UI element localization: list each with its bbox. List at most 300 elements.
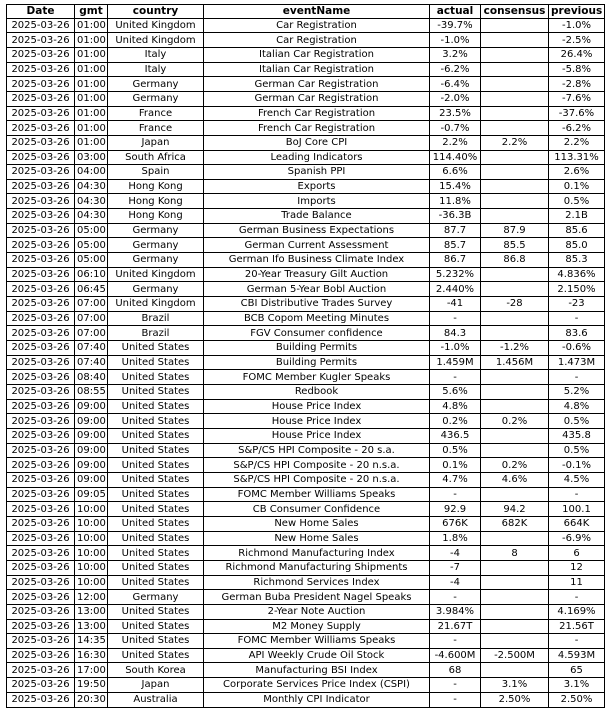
cell-previous: -: [549, 311, 605, 326]
cell-previous: -23: [549, 297, 605, 312]
cell-previous: 0.1%: [549, 179, 605, 194]
table-row: [7, 194, 605, 209]
cell-actual: 2.440%: [430, 282, 481, 297]
cell-gmt: 01:00: [75, 47, 108, 62]
cell-previous: 2.1B: [549, 209, 605, 224]
cell-actual: -: [430, 590, 481, 605]
cell-date: 2025-03-26: [7, 428, 75, 443]
cell-event-name: FOMC Member Williams Speaks: [204, 634, 430, 649]
cell-previous: 3.1%: [549, 678, 605, 693]
cell-date: 2025-03-26: [7, 590, 75, 605]
table-row: [7, 428, 605, 443]
cell-gmt: 01:00: [75, 77, 108, 92]
cell-previous: 21.56T: [549, 619, 605, 634]
cell-consensus: [481, 575, 549, 590]
cell-previous: 2.50%: [549, 692, 605, 707]
cell-previous: -: [549, 370, 605, 385]
col-header-actual: actual: [430, 5, 481, 19]
cell-event-name: Imports: [204, 194, 430, 209]
cell-country: United Kingdom: [108, 267, 204, 282]
cell-event-name: S&P/CS HPI Composite - 20 n.s.a.: [204, 458, 430, 473]
cell-event-name: Richmond Manufacturing Index: [204, 546, 430, 561]
cell-event-name: German 5-Year Bobl Auction: [204, 282, 430, 297]
cell-gmt: 16:30: [75, 648, 108, 663]
cell-date: 2025-03-26: [7, 311, 75, 326]
cell-gmt: 13:00: [75, 619, 108, 634]
col-header-event-name: eventName: [204, 5, 430, 19]
cell-previous: 1.473M: [549, 355, 605, 370]
cell-consensus: 8: [481, 546, 549, 561]
cell-event-name: German Car Registration: [204, 77, 430, 92]
cell-event-name: House Price Index: [204, 414, 430, 429]
cell-country: United States: [108, 546, 204, 561]
cell-gmt: 06:45: [75, 282, 108, 297]
cell-event-name: Building Permits: [204, 355, 430, 370]
cell-date: 2025-03-26: [7, 33, 75, 48]
cell-consensus: 682K: [481, 516, 549, 531]
cell-country: United Kingdom: [108, 18, 204, 33]
cell-date: 2025-03-26: [7, 663, 75, 678]
cell-date: 2025-03-26: [7, 77, 75, 92]
cell-previous: 83.6: [549, 326, 605, 341]
cell-actual: 92.9: [430, 502, 481, 517]
cell-date: 2025-03-26: [7, 267, 75, 282]
cell-date: 2025-03-26: [7, 341, 75, 356]
cell-gmt: 17:00: [75, 663, 108, 678]
cell-date: 2025-03-26: [7, 62, 75, 77]
cell-previous: 85.6: [549, 223, 605, 238]
cell-country: United States: [108, 619, 204, 634]
cell-consensus: 2.50%: [481, 692, 549, 707]
cell-date: 2025-03-26: [7, 443, 75, 458]
cell-actual: 68: [430, 663, 481, 678]
cell-gmt: 07:40: [75, 355, 108, 370]
cell-date: 2025-03-26: [7, 692, 75, 707]
cell-consensus: -1.2%: [481, 341, 549, 356]
cell-country: Germany: [108, 282, 204, 297]
table-row: [7, 414, 605, 429]
cell-event-name: Monthly CPI Indicator: [204, 692, 430, 707]
table-row: [7, 487, 605, 502]
cell-country: South Africa: [108, 150, 204, 165]
table-row: [7, 106, 605, 121]
cell-gmt: 10:00: [75, 531, 108, 546]
table-row: [7, 604, 605, 619]
cell-actual: 5.6%: [430, 385, 481, 400]
cell-consensus: [481, 33, 549, 48]
cell-country: France: [108, 121, 204, 136]
cell-gmt: 01:00: [75, 33, 108, 48]
table-row: [7, 502, 605, 517]
cell-actual: -: [430, 692, 481, 707]
cell-date: 2025-03-26: [7, 150, 75, 165]
cell-actual: -4.600M: [430, 648, 481, 663]
cell-event-name: Richmond Services Index: [204, 575, 430, 590]
cell-actual: 85.7: [430, 238, 481, 253]
col-header-consensus: consensus: [481, 5, 549, 19]
cell-event-name: French Car Registration: [204, 121, 430, 136]
cell-previous: -1.0%: [549, 18, 605, 33]
cell-consensus: [481, 428, 549, 443]
cell-country: Italy: [108, 47, 204, 62]
cell-date: 2025-03-26: [7, 253, 75, 268]
table-row: [7, 472, 605, 487]
cell-actual: -2.0%: [430, 91, 481, 106]
cell-consensus: [481, 209, 549, 224]
cell-consensus: [481, 399, 549, 414]
cell-consensus: -28: [481, 297, 549, 312]
cell-gmt: 06:10: [75, 267, 108, 282]
cell-actual: 21.67T: [430, 619, 481, 634]
table-row: [7, 311, 605, 326]
cell-event-name: New Home Sales: [204, 531, 430, 546]
cell-actual: 1.8%: [430, 531, 481, 546]
cell-gmt: 01:00: [75, 62, 108, 77]
cell-country: United States: [108, 648, 204, 663]
cell-consensus: 86.8: [481, 253, 549, 268]
cell-date: 2025-03-26: [7, 619, 75, 634]
cell-consensus: [481, 370, 549, 385]
cell-consensus: [481, 663, 549, 678]
cell-country: United States: [108, 604, 204, 619]
cell-actual: -6.4%: [430, 77, 481, 92]
cell-country: United States: [108, 575, 204, 590]
cell-event-name: S&P/CS HPI Composite - 20 s.a.: [204, 443, 430, 458]
cell-date: 2025-03-26: [7, 458, 75, 473]
table-row: [7, 253, 605, 268]
cell-date: 2025-03-26: [7, 238, 75, 253]
cell-actual: 84.3: [430, 326, 481, 341]
cell-country: United Kingdom: [108, 297, 204, 312]
cell-date: 2025-03-26: [7, 223, 75, 238]
cell-consensus: 2.2%: [481, 135, 549, 150]
cell-consensus: [481, 77, 549, 92]
cell-event-name: M2 Money Supply: [204, 619, 430, 634]
cell-actual: 0.2%: [430, 414, 481, 429]
cell-gmt: 01:00: [75, 106, 108, 121]
cell-date: 2025-03-26: [7, 106, 75, 121]
cell-previous: 100.1: [549, 502, 605, 517]
cell-previous: 85.0: [549, 238, 605, 253]
cell-actual: 0.1%: [430, 458, 481, 473]
cell-consensus: [481, 179, 549, 194]
cell-date: 2025-03-26: [7, 355, 75, 370]
cell-gmt: 04:30: [75, 209, 108, 224]
cell-consensus: 4.6%: [481, 472, 549, 487]
cell-gmt: 07:40: [75, 341, 108, 356]
cell-consensus: [481, 311, 549, 326]
cell-country: United States: [108, 414, 204, 429]
cell-country: Spain: [108, 165, 204, 180]
table-row: [7, 399, 605, 414]
cell-actual: -41: [430, 297, 481, 312]
cell-previous: 26.4%: [549, 47, 605, 62]
cell-gmt: 10:00: [75, 575, 108, 590]
cell-country: Germany: [108, 253, 204, 268]
cell-gmt: 04:00: [75, 165, 108, 180]
cell-country: Germany: [108, 590, 204, 605]
cell-gmt: 10:00: [75, 560, 108, 575]
cell-country: South Korea: [108, 663, 204, 678]
cell-date: 2025-03-26: [7, 575, 75, 590]
cell-event-name: CB Consumer Confidence: [204, 502, 430, 517]
cell-event-name: German Current Assessment: [204, 238, 430, 253]
cell-consensus: 94.2: [481, 502, 549, 517]
table-row: [7, 150, 605, 165]
cell-country: United States: [108, 516, 204, 531]
cell-actual: -0.7%: [430, 121, 481, 136]
cell-event-name: Leading Indicators: [204, 150, 430, 165]
cell-event-name: BCB Copom Meeting Minutes: [204, 311, 430, 326]
cell-date: 2025-03-26: [7, 297, 75, 312]
cell-event-name: Spanish PPI: [204, 165, 430, 180]
cell-country: United States: [108, 399, 204, 414]
cell-country: United States: [108, 370, 204, 385]
cell-consensus: 3.1%: [481, 678, 549, 693]
cell-gmt: 13:00: [75, 604, 108, 619]
cell-gmt: 05:00: [75, 238, 108, 253]
cell-consensus: [481, 531, 549, 546]
cell-previous: 113.31%: [549, 150, 605, 165]
cell-gmt: 10:00: [75, 546, 108, 561]
cell-previous: 0.5%: [549, 194, 605, 209]
cell-country: Germany: [108, 238, 204, 253]
cell-country: United States: [108, 560, 204, 575]
cell-previous: -7.6%: [549, 91, 605, 106]
cell-previous: -2.8%: [549, 77, 605, 92]
cell-gmt: 08:55: [75, 385, 108, 400]
cell-actual: -: [430, 311, 481, 326]
table-row: [7, 575, 605, 590]
cell-gmt: 04:30: [75, 179, 108, 194]
cell-previous: 2.150%: [549, 282, 605, 297]
cell-country: Hong Kong: [108, 194, 204, 209]
table-row: [7, 223, 605, 238]
cell-consensus: 87.9: [481, 223, 549, 238]
cell-country: United States: [108, 341, 204, 356]
cell-previous: 4.5%: [549, 472, 605, 487]
cell-country: Hong Kong: [108, 179, 204, 194]
cell-date: 2025-03-26: [7, 634, 75, 649]
cell-actual: 0.5%: [430, 443, 481, 458]
cell-gmt: 20:30: [75, 692, 108, 707]
table-row: [7, 341, 605, 356]
cell-event-name: CBI Distributive Trades Survey: [204, 297, 430, 312]
cell-actual: -: [430, 487, 481, 502]
cell-country: United States: [108, 443, 204, 458]
cell-date: 2025-03-26: [7, 487, 75, 502]
table-row: [7, 326, 605, 341]
table-row: [7, 165, 605, 180]
cell-gmt: 09:00: [75, 458, 108, 473]
cell-consensus: [481, 62, 549, 77]
cell-country: France: [108, 106, 204, 121]
cell-previous: 435.8: [549, 428, 605, 443]
cell-actual: 5.232%: [430, 267, 481, 282]
cell-previous: -: [549, 634, 605, 649]
table-row: [7, 179, 605, 194]
cell-consensus: [481, 150, 549, 165]
cell-gmt: 05:00: [75, 223, 108, 238]
cell-country: United States: [108, 458, 204, 473]
col-header-country: country: [108, 5, 204, 19]
cell-event-name: Building Permits: [204, 341, 430, 356]
cell-gmt: 09:00: [75, 472, 108, 487]
cell-date: 2025-03-26: [7, 179, 75, 194]
cell-event-name: German Buba President Nagel Speaks: [204, 590, 430, 605]
cell-country: Japan: [108, 135, 204, 150]
cell-consensus: [481, 590, 549, 605]
cell-country: United States: [108, 428, 204, 443]
cell-gmt: 01:00: [75, 121, 108, 136]
table-row: [7, 648, 605, 663]
table-row: [7, 458, 605, 473]
cell-actual: 114.40%: [430, 150, 481, 165]
cell-date: 2025-03-26: [7, 91, 75, 106]
cell-actual: 3.2%: [430, 47, 481, 62]
cell-actual: -36.3B: [430, 209, 481, 224]
cell-actual: 676K: [430, 516, 481, 531]
table-row: [7, 47, 605, 62]
cell-previous: 664K: [549, 516, 605, 531]
table-row: [7, 297, 605, 312]
cell-country: United States: [108, 502, 204, 517]
cell-country: United Kingdom: [108, 33, 204, 48]
cell-gmt: 05:00: [75, 253, 108, 268]
cell-gmt: 10:00: [75, 502, 108, 517]
table-row: [7, 634, 605, 649]
cell-gmt: 09:00: [75, 428, 108, 443]
cell-country: Italy: [108, 62, 204, 77]
cell-date: 2025-03-26: [7, 648, 75, 663]
cell-actual: 11.8%: [430, 194, 481, 209]
cell-country: United States: [108, 472, 204, 487]
cell-event-name: German Car Registration: [204, 91, 430, 106]
cell-date: 2025-03-26: [7, 121, 75, 136]
cell-actual: -: [430, 678, 481, 693]
cell-actual: 4.7%: [430, 472, 481, 487]
cell-event-name: Italian Car Registration: [204, 62, 430, 77]
cell-gmt: 14:35: [75, 634, 108, 649]
cell-previous: 2.6%: [549, 165, 605, 180]
cell-previous: 0.5%: [549, 443, 605, 458]
cell-previous: -6.2%: [549, 121, 605, 136]
cell-consensus: [481, 106, 549, 121]
table-body: [7, 18, 605, 707]
cell-gmt: 09:00: [75, 443, 108, 458]
cell-consensus: [481, 91, 549, 106]
cell-consensus: [481, 634, 549, 649]
economic-calendar-table: [6, 4, 605, 708]
cell-date: 2025-03-26: [7, 414, 75, 429]
cell-actual: 1.459M: [430, 355, 481, 370]
cell-consensus: [481, 121, 549, 136]
cell-date: 2025-03-26: [7, 135, 75, 150]
cell-previous: -0.6%: [549, 341, 605, 356]
cell-event-name: Car Registration: [204, 33, 430, 48]
table-row: [7, 678, 605, 693]
cell-consensus: [481, 619, 549, 634]
cell-actual: 436.5: [430, 428, 481, 443]
header-row: [7, 5, 605, 19]
cell-country: Germany: [108, 91, 204, 106]
cell-previous: 12: [549, 560, 605, 575]
cell-consensus: 1.456M: [481, 355, 549, 370]
cell-previous: 0.5%: [549, 414, 605, 429]
cell-country: United States: [108, 355, 204, 370]
cell-previous: 2.2%: [549, 135, 605, 150]
cell-date: 2025-03-26: [7, 165, 75, 180]
cell-actual: 4.8%: [430, 399, 481, 414]
cell-event-name: Italian Car Registration: [204, 47, 430, 62]
cell-actual: 2.2%: [430, 135, 481, 150]
cell-date: 2025-03-26: [7, 194, 75, 209]
cell-previous: -37.6%: [549, 106, 605, 121]
cell-previous: 4.593M: [549, 648, 605, 663]
cell-event-name: Richmond Manufacturing Shipments: [204, 560, 430, 575]
cell-country: Germany: [108, 77, 204, 92]
table-row: [7, 267, 605, 282]
cell-event-name: Car Registration: [204, 18, 430, 33]
table-row: [7, 282, 605, 297]
cell-actual: -1.0%: [430, 341, 481, 356]
table-row: [7, 692, 605, 707]
table-row: [7, 516, 605, 531]
cell-gmt: 03:00: [75, 150, 108, 165]
cell-previous: -: [549, 590, 605, 605]
cell-actual: -39.7%: [430, 18, 481, 33]
cell-date: 2025-03-26: [7, 472, 75, 487]
cell-event-name: FOMC Member Williams Speaks: [204, 487, 430, 502]
table-row: [7, 443, 605, 458]
cell-actual: 3.984%: [430, 604, 481, 619]
cell-actual: 23.5%: [430, 106, 481, 121]
cell-previous: 85.3: [549, 253, 605, 268]
table-row: [7, 62, 605, 77]
cell-country: Germany: [108, 223, 204, 238]
cell-gmt: 10:00: [75, 516, 108, 531]
table-row: [7, 238, 605, 253]
cell-actual: -7: [430, 560, 481, 575]
cell-country: Brazil: [108, 326, 204, 341]
cell-actual: -4: [430, 575, 481, 590]
cell-event-name: New Home Sales: [204, 516, 430, 531]
cell-event-name: FOMC Member Kugler Speaks: [204, 370, 430, 385]
cell-gmt: 07:00: [75, 326, 108, 341]
cell-date: 2025-03-26: [7, 399, 75, 414]
cell-event-name: German Business Expectations: [204, 223, 430, 238]
cell-previous: -: [549, 487, 605, 502]
table-row: [7, 121, 605, 136]
cell-date: 2025-03-26: [7, 604, 75, 619]
cell-event-name: Exports: [204, 179, 430, 194]
col-header-gmt: gmt: [75, 5, 108, 19]
cell-gmt: 04:30: [75, 194, 108, 209]
cell-previous: 11: [549, 575, 605, 590]
cell-date: 2025-03-26: [7, 18, 75, 33]
cell-date: 2025-03-26: [7, 385, 75, 400]
cell-consensus: 0.2%: [481, 414, 549, 429]
cell-gmt: 07:00: [75, 311, 108, 326]
cell-date: 2025-03-26: [7, 531, 75, 546]
cell-event-name: House Price Index: [204, 428, 430, 443]
cell-actual: -6.2%: [430, 62, 481, 77]
cell-date: 2025-03-26: [7, 516, 75, 531]
cell-date: 2025-03-26: [7, 209, 75, 224]
cell-consensus: -2.500M: [481, 648, 549, 663]
col-header-date: Date: [7, 5, 75, 19]
cell-event-name: FGV Consumer confidence: [204, 326, 430, 341]
